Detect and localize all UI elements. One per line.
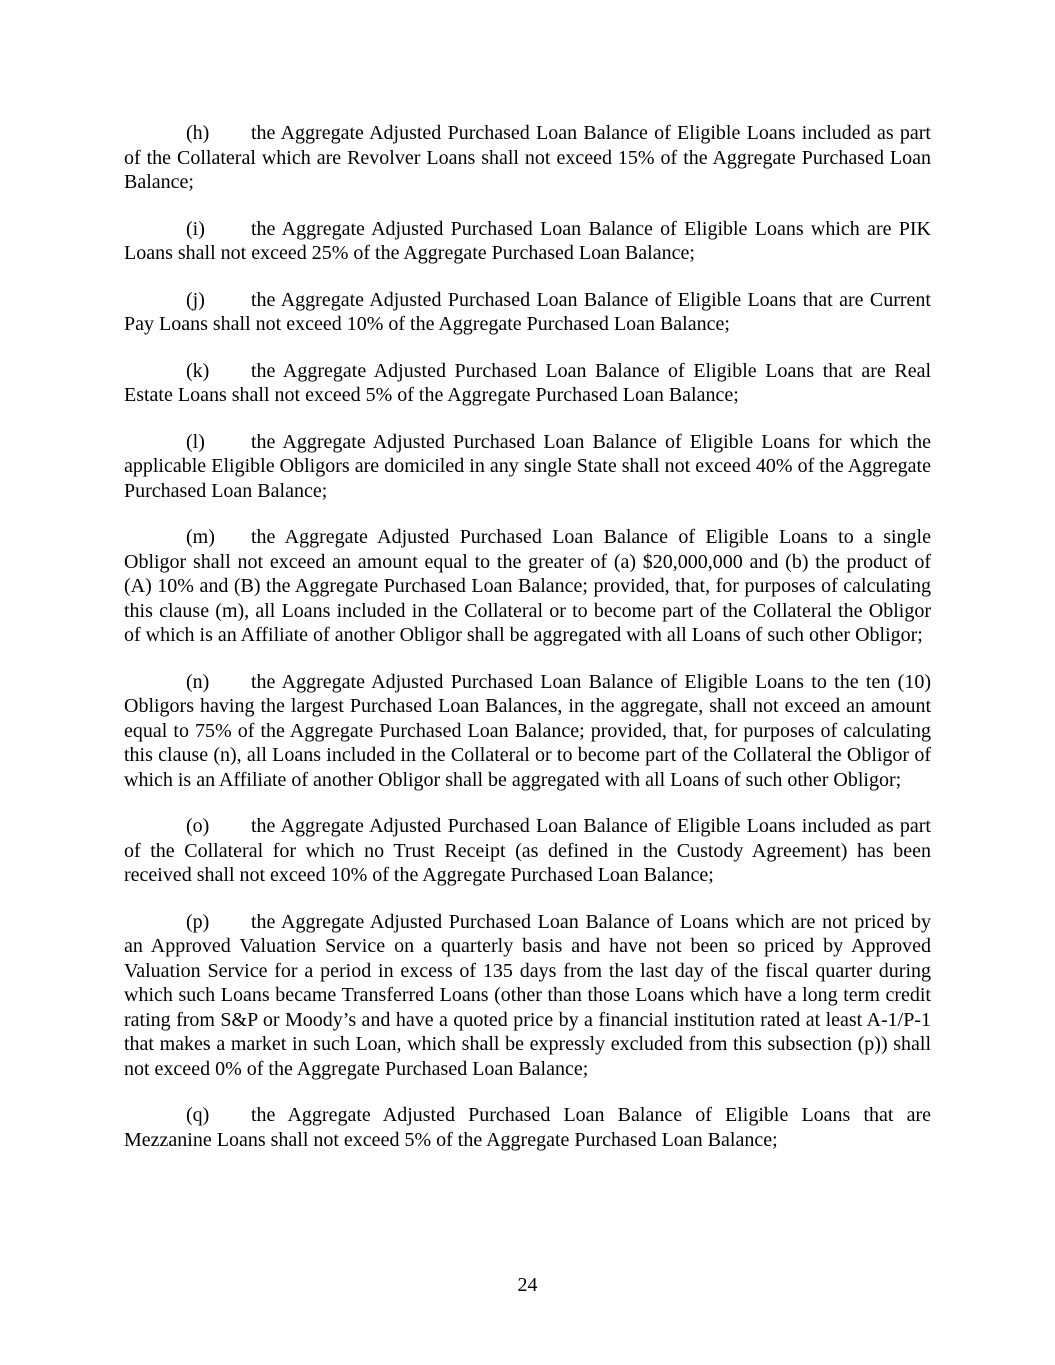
clause-n-text: the Aggregate Adjusted Purchased Loan Balance of Eligible Loans to the ten (10) Obligors having the largest Purchased Loan Balances, in the aggregate, shall not exceed an amount equal to 75% of the Aggregate Purchased Loan Balance; provided, that, for purposes of calculating this clause (n), all Loans included in the Collateral or to become part of the Collateral the Obligor of which is an Affiliate of another Obligor shall be aggregated with all Loans of such other Obligor; bbox=[124, 670, 931, 791]
clause-k-text: the Aggregate Adjusted Purchased Loan Balance of Eligible Loans that are Real Estate Loans shall not exceed 5% of the Aggregate Purchased Loan Balance; bbox=[124, 359, 931, 406]
clause-l-label: (l) bbox=[186, 430, 205, 453]
clause-h-text: the Aggregate Adjusted Purchased Loan Balance of Eligible Loans included as part of the Collateral which are Revolver Loans shall not exceed 15% of the Aggregate Purchased Loan Balance; bbox=[124, 122, 931, 193]
clause-q-label: (q) bbox=[186, 1104, 210, 1126]
clause-p-label: (p) bbox=[186, 910, 210, 933]
clause-j-text: the Aggregate Adjusted Purchased Loan Balance of Eligible Loans that are Current Pay Loans shall not exceed 10% of the Aggregate Purchased Loan Balance; bbox=[124, 288, 931, 335]
clause-m bbox=[124, 525, 931, 648]
page-number: 24 bbox=[517, 1273, 538, 1296]
clause-m-label: (m) bbox=[186, 526, 215, 548]
clause-q-text: the Aggregate Adjusted Purchased Loan Balance of Eligible Loans that are Mezzanine Loans shall not exceed 5% of the Aggregate Purchased Loan Balance; bbox=[124, 1104, 931, 1151]
clause-j bbox=[124, 288, 931, 337]
clause-l-text: the Aggregate Adjusted Purchased Loan Balance of Eligible Loans for which the applicable Eligible Obligors are domiciled in any single State shall not exceed 40% of the Aggregate Purchased Loan Balance; bbox=[124, 430, 931, 502]
clause-n-label: (n) bbox=[186, 670, 210, 693]
clause-o-label: (o) bbox=[186, 815, 210, 837]
clause-i-label: (i) bbox=[186, 217, 205, 240]
clause-k bbox=[124, 359, 931, 408]
document-body bbox=[124, 121, 931, 1174]
clause-o-text: the Aggregate Adjusted Purchased Loan Balance of Eligible Loans included as part of the Collateral for which no Trust Receipt (as defined in the Custody Agreement) has been received shall not exceed 10% of the Aggregate Purchased Loan Balance; bbox=[124, 815, 931, 886]
clause-m-text: the Aggregate Adjusted Purchased Loan Balance of Eligible Loans to a single Obligor shall not exceed an amount equal to the greater of (a) $20,000,000 and (b) the product of (A) 10% and (B) the Aggregate Purchased Loan Balance; provided, that, for purposes of calculating this clause (m), all Loans included in the Collateral or to become part of the Collateral the Obligor of which is an Affiliate of another Obligor shall be aggregated with all Loans of such other Obligor; bbox=[124, 526, 931, 646]
clause-o bbox=[124, 814, 931, 888]
clause-q bbox=[124, 1103, 931, 1152]
clause-p bbox=[124, 910, 931, 1082]
clause-h bbox=[124, 121, 931, 195]
clause-p-text: the Aggregate Adjusted Purchased Loan Balance of Loans which are not priced by an Approved Valuation Service on a quarterly basis and have not been so priced by Approved Valuation Service for a period in excess of 135 days from the last day of the fiscal quarter during which such Loans became Transferred Loans (other than those Loans which have a long term credit rating from S&P or Moody’s and have a quoted price by a financial institution rated at least A-1/P-1 that makes a market in such Loan, which shall be expressly excluded from this subsection (p)) shall not exceed 0% of the Aggregate Purchased Loan Balance; bbox=[124, 910, 931, 1080]
clause-l bbox=[124, 430, 931, 504]
clause-i-text: the Aggregate Adjusted Purchased Loan Balance of Eligible Loans which are PIK Loans shall not exceed 25% of the Aggregate Purchased Loan Balance; bbox=[124, 217, 931, 264]
clause-k-label: (k) bbox=[186, 359, 210, 382]
clause-n bbox=[124, 670, 931, 793]
clause-h-label: (h) bbox=[186, 122, 210, 144]
clause-i bbox=[124, 217, 931, 266]
clause-j-label: (j) bbox=[186, 288, 205, 311]
